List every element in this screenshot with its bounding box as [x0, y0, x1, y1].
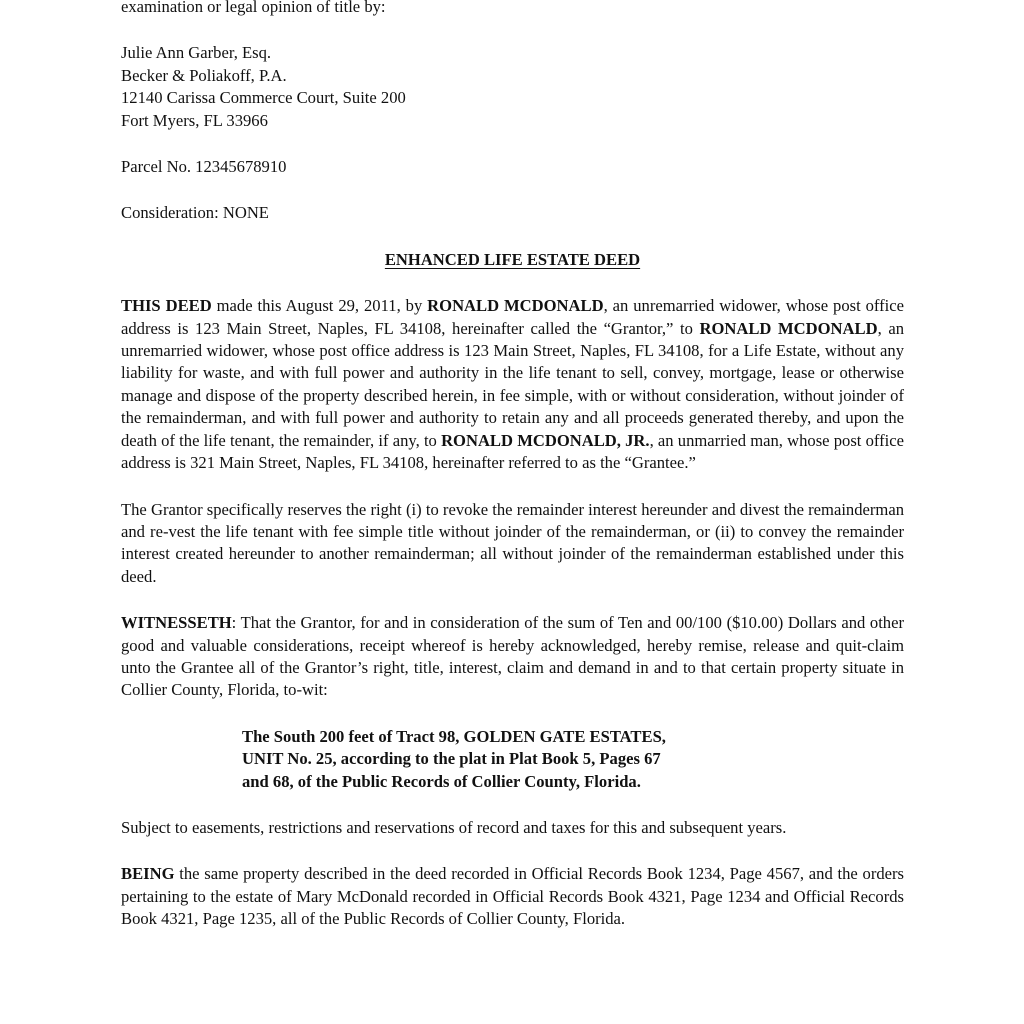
legal-description-line-2: UNIT No. 25, according to the plat in Plat Book 5, Pages 67	[242, 749, 661, 769]
subject-to-paragraph	[121, 817, 904, 839]
reservation-text: The Grantor specifically reserves the right (i) to revoke the remainder interest hereunder and divest the remainderman and re-vest the life tenant with fee simple title without joinder of the remainderman, or (ii) to convey the remainder interest created hereunder to another remainderman; all without joinder of the remainderman established under this deed.	[121, 499, 904, 586]
deed-page	[121, 0, 904, 931]
life-tenant-name: RONALD MCDONALD	[699, 318, 878, 338]
parcel-number	[121, 156, 904, 178]
intro-text: examination or legal opinion of title by:	[121, 0, 386, 16]
deed-lead: THIS DEED	[121, 296, 212, 316]
deed-paragraph	[121, 295, 904, 474]
being-lead: BEING	[121, 864, 175, 884]
preparer-city: Fort Myers, FL 33966	[121, 110, 268, 130]
document-title: ENHANCED LIFE ESTATE DEED	[384, 249, 641, 269]
deed-text-3: , an unremarried widower, whose post office address is 123 Main Street, Naples, FL 34108, for a Life Estate, without any liability for waste, and with full power and authority in the life tenant to sell, convey, mortgage, lease or otherwise manage and dispose of the property described herein, in fee simple, with or without consideration, without joinder of the remainderman, and with full power and authority to retain any and all proceeds generated thereby, and upon the death of the life tenant, the remainder, if any, to	[121, 318, 904, 450]
witnesseth-paragraph	[121, 612, 904, 702]
preparer-name: Julie Ann Garber, Esq.	[121, 43, 272, 63]
witnesseth-lead: WITNESSETH	[121, 613, 232, 633]
deed-text-1: made this August 29, 2011, by	[211, 296, 428, 316]
grantor-name: RONALD MCDONALD	[427, 296, 604, 316]
deed-text-2: , an unremarried widower, whose post office address is 123 Main Street, Naples, FL 34108, hereinafter called the “Grantor,” to	[121, 296, 904, 338]
being-paragraph	[121, 863, 904, 930]
consideration-text: Consideration: NONE	[121, 203, 269, 223]
parcel-number-text: Parcel No. 12345678910	[121, 157, 287, 177]
preparer-address-block	[121, 42, 904, 132]
witnesseth-text: : That the Grantor, for and in consideration of the sum of Ten and 00/100 ($10.00) Dollars and other good and valuable considerations, receipt whereof is hereby acknowledged, hereby remise, release and quit-claim unto the Grantee all of the Grantor’s right, title, interest, claim and demand in and to that certain property situate in Collier County, Florida, to-wit:	[121, 613, 904, 700]
legal-description-line-1: The South 200 feet of Tract 98, GOLDEN GATE ESTATES,	[242, 726, 666, 746]
consideration-line	[121, 202, 904, 224]
reservation-paragraph	[121, 499, 904, 589]
grantee-name: RONALD MCDONALD, JR.	[441, 430, 650, 450]
being-text: the same property described in the deed recorded in Official Records Book 1234, Page 4567, and the orders pertaining to the estate of Mary McDonald recorded in Official Records Book 4321, Page 1234 and Official Records Book 4321, Page 1235, all of the Public Records of Collier County, Florida.	[121, 864, 904, 929]
legal-description-line-3: and 68, of the Public Records of Collier County, Florida.	[242, 771, 641, 791]
preparer-firm: Becker & Poliakoff, P.A.	[121, 65, 287, 85]
intro-line	[121, 0, 904, 18]
preparer-street: 12140 Carissa Commerce Court, Suite 200	[121, 88, 406, 108]
legal-description	[242, 726, 782, 793]
subject-to-text: Subject to easements, restrictions and reservations of record and taxes for this and subsequent years.	[121, 817, 787, 837]
deed-text-4: , an unmarried man, whose post office address is 321 Main Street, Naples, FL 34108, hereinafter referred to as the “Grantee.”	[121, 430, 905, 473]
